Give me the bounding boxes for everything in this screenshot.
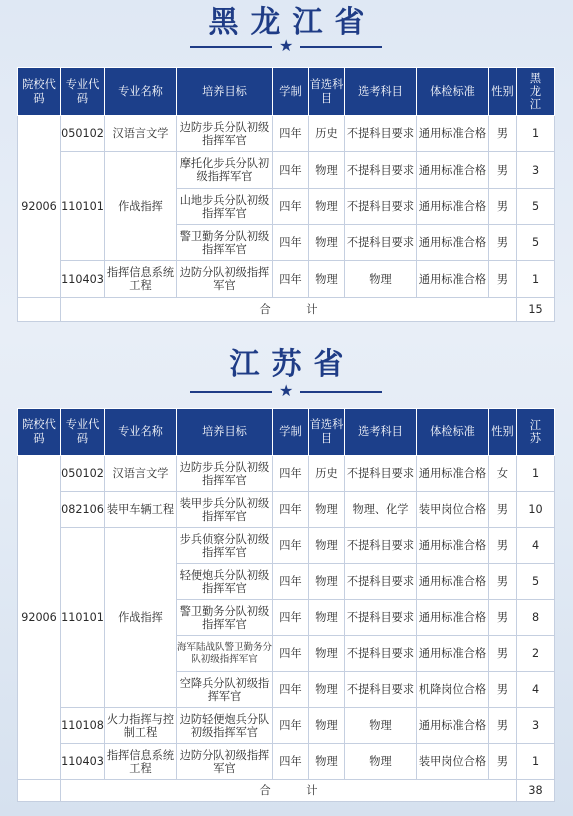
years-cell: 四年 — [273, 564, 309, 600]
major-code-cell: 050102 — [61, 456, 105, 492]
years-cell: 四年 — [273, 744, 309, 780]
first-subject-cell: 物理 — [309, 189, 345, 225]
header-province-count: 江苏 — [517, 409, 555, 456]
target-cell: 步兵侦察分队初级指挥军官 — [177, 528, 273, 564]
section-title: 江苏省 — [229, 347, 356, 382]
quota-table — [17, 67, 555, 322]
gender-cell: 男 — [489, 189, 517, 225]
target-cell: 装甲步兵分队初级指挥军官 — [177, 492, 273, 528]
elective-cell: 不提科目要求 — [345, 456, 417, 492]
elective-cell: 不提科目要求 — [345, 528, 417, 564]
section-heilongjiang — [0, 0, 573, 316]
years-cell: 四年 — [273, 189, 309, 225]
target-cell: 边防轻便炮兵分队初级指挥军官 — [177, 708, 273, 744]
years-cell: 四年 — [273, 116, 309, 152]
gender-cell: 男 — [489, 672, 517, 708]
title-decoration — [0, 36, 573, 55]
first-subject-cell: 物理 — [309, 261, 345, 298]
gender-cell: 男 — [489, 116, 517, 152]
physical-cell: 通用标准合格 — [417, 564, 489, 600]
major-name-cell: 指挥信息系统工程 — [105, 261, 177, 298]
count-cell: 10 — [517, 492, 555, 528]
physical-cell: 通用标准合格 — [417, 528, 489, 564]
header-target: 培养目标 — [177, 409, 273, 456]
table-header-row — [18, 68, 555, 116]
gender-cell: 女 — [489, 456, 517, 492]
first-subject-cell: 物理 — [309, 672, 345, 708]
years-cell: 四年 — [273, 492, 309, 528]
count-cell: 2 — [517, 636, 555, 672]
star-icon: ★ — [279, 381, 294, 400]
physical-cell: 通用标准合格 — [417, 456, 489, 492]
header-major-code: 专业代码 — [61, 409, 105, 456]
header-target: 培养目标 — [177, 68, 273, 116]
first-subject-cell: 物理 — [309, 636, 345, 672]
elective-cell: 物理、化学 — [345, 492, 417, 528]
first-subject-cell: 物理 — [309, 492, 345, 528]
total-count: 15 — [517, 298, 555, 322]
table-row — [18, 116, 555, 152]
elective-cell: 物理 — [345, 744, 417, 780]
total-row — [18, 780, 555, 802]
major-code-cell: 050102 — [61, 116, 105, 152]
physical-cell: 通用标准合格 — [417, 636, 489, 672]
quota-table — [17, 408, 555, 802]
count-cell: 4 — [517, 672, 555, 708]
target-cell: 山地步兵分队初级指挥军官 — [177, 189, 273, 225]
count-cell: 5 — [517, 225, 555, 261]
table-row — [18, 708, 555, 744]
target-cell: 空降兵分队初级指挥军官 — [177, 672, 273, 708]
target-cell: 边防分队初级指挥军官 — [177, 744, 273, 780]
total-count: 38 — [517, 780, 555, 802]
gender-cell: 男 — [489, 492, 517, 528]
elective-cell: 不提科目要求 — [345, 672, 417, 708]
table-row — [18, 456, 555, 492]
table-header-row — [18, 409, 555, 456]
header-years: 学制 — [273, 68, 309, 116]
count-cell: 1 — [517, 744, 555, 780]
first-subject-cell: 物理 — [309, 528, 345, 564]
total-row — [18, 298, 555, 322]
physical-cell: 通用标准合格 — [417, 189, 489, 225]
years-cell: 四年 — [273, 225, 309, 261]
elective-cell: 不提科目要求 — [345, 225, 417, 261]
major-name-cell: 作战指挥 — [105, 528, 177, 708]
major-name-cell: 火力指挥与控制工程 — [105, 708, 177, 744]
major-name-cell: 汉语言文学 — [105, 116, 177, 152]
target-cell: 轻便炮兵分队初级指挥军官 — [177, 564, 273, 600]
first-subject-cell: 物理 — [309, 708, 345, 744]
physical-cell: 通用标准合格 — [417, 152, 489, 189]
table-row — [18, 261, 555, 298]
years-cell: 四年 — [273, 261, 309, 298]
elective-cell: 不提科目要求 — [345, 600, 417, 636]
gender-cell: 男 — [489, 564, 517, 600]
header-school-code: 院校代码 — [18, 409, 61, 456]
first-subject-cell: 物理 — [309, 225, 345, 261]
major-code-cell: 110403 — [61, 261, 105, 298]
major-name-cell: 装甲车辆工程 — [105, 492, 177, 528]
physical-cell: 机降岗位合格 — [417, 672, 489, 708]
major-name-cell: 汉语言文学 — [105, 456, 177, 492]
elective-cell: 不提科目要求 — [345, 116, 417, 152]
count-cell: 5 — [517, 564, 555, 600]
header-school-code: 院校代码 — [18, 68, 61, 116]
elective-cell: 不提科目要求 — [345, 189, 417, 225]
total-label: 合 计 — [61, 298, 517, 322]
major-code-cell: 110101 — [61, 528, 105, 708]
gender-cell: 男 — [489, 636, 517, 672]
header-major-name: 专业名称 — [105, 409, 177, 456]
section-title: 黑龙江省 — [208, 5, 377, 40]
header-major-code: 专业代码 — [61, 68, 105, 116]
first-subject-cell: 物理 — [309, 744, 345, 780]
major-name-cell: 作战指挥 — [105, 152, 177, 261]
elective-cell: 物理 — [345, 261, 417, 298]
major-code-cell: 110403 — [61, 744, 105, 780]
target-cell: 边防分队初级指挥军官 — [177, 261, 273, 298]
gender-cell: 男 — [489, 708, 517, 744]
count-cell: 3 — [517, 152, 555, 189]
first-subject-cell: 物理 — [309, 600, 345, 636]
gender-cell: 男 — [489, 225, 517, 261]
count-cell: 3 — [517, 708, 555, 744]
header-elective: 选考科目 — [345, 409, 417, 456]
header-elective: 选考科目 — [345, 68, 417, 116]
star-icon: ★ — [279, 36, 294, 55]
header-province-count: 黑龙江 — [517, 68, 555, 116]
gender-cell: 男 — [489, 152, 517, 189]
elective-cell: 不提科目要求 — [345, 152, 417, 189]
section-jiangsu — [0, 340, 573, 797]
gender-cell: 男 — [489, 528, 517, 564]
physical-cell: 通用标准合格 — [417, 225, 489, 261]
header-first-subject: 首选科目 — [309, 68, 345, 116]
major-name-cell: 指挥信息系统工程 — [105, 744, 177, 780]
gender-cell: 男 — [489, 261, 517, 298]
target-cell: 警卫勤务分队初级指挥军官 — [177, 600, 273, 636]
table-row — [18, 744, 555, 780]
count-cell: 4 — [517, 528, 555, 564]
physical-cell: 通用标准合格 — [417, 261, 489, 298]
count-cell: 8 — [517, 600, 555, 636]
header-first-subject: 首选科目 — [309, 409, 345, 456]
elective-cell: 物理 — [345, 708, 417, 744]
years-cell: 四年 — [273, 600, 309, 636]
physical-cell: 通用标准合格 — [417, 708, 489, 744]
years-cell: 四年 — [273, 456, 309, 492]
header-physical: 体检标准 — [417, 409, 489, 456]
physical-cell: 装甲岗位合格 — [417, 744, 489, 780]
target-cell: 边防步兵分队初级指挥军官 — [177, 456, 273, 492]
count-cell: 1 — [517, 116, 555, 152]
total-label: 合 计 — [61, 780, 517, 802]
physical-cell: 通用标准合格 — [417, 116, 489, 152]
school-code-cell: 92006 — [18, 116, 61, 298]
title-decoration — [0, 381, 573, 400]
header-physical: 体检标准 — [417, 68, 489, 116]
major-code-cell: 110108 — [61, 708, 105, 744]
physical-cell: 装甲岗位合格 — [417, 492, 489, 528]
years-cell: 四年 — [273, 672, 309, 708]
target-cell: 边防步兵分队初级指挥军官 — [177, 116, 273, 152]
elective-cell: 不提科目要求 — [345, 564, 417, 600]
first-subject-cell: 物理 — [309, 152, 345, 189]
header-gender: 性别 — [489, 68, 517, 116]
years-cell: 四年 — [273, 636, 309, 672]
years-cell: 四年 — [273, 152, 309, 189]
table-row — [18, 528, 555, 564]
school-code-cell: 92006 — [18, 456, 61, 780]
first-subject-cell: 物理 — [309, 564, 345, 600]
first-subject-cell: 历史 — [309, 456, 345, 492]
gender-cell: 男 — [489, 600, 517, 636]
years-cell: 四年 — [273, 528, 309, 564]
elective-cell: 不提科目要求 — [345, 636, 417, 672]
header-gender: 性别 — [489, 409, 517, 456]
years-cell: 四年 — [273, 708, 309, 744]
table-row — [18, 492, 555, 528]
count-cell: 5 — [517, 189, 555, 225]
table-row — [18, 152, 555, 189]
first-subject-cell: 历史 — [309, 116, 345, 152]
physical-cell: 通用标准合格 — [417, 600, 489, 636]
header-major-name: 专业名称 — [105, 68, 177, 116]
target-cell: 海军陆战队警卫勤务分队初级指挥军官 — [177, 636, 273, 672]
header-years: 学制 — [273, 409, 309, 456]
gender-cell: 男 — [489, 744, 517, 780]
target-cell: 警卫勤务分队初级指挥军官 — [177, 225, 273, 261]
major-code-cell: 110101 — [61, 152, 105, 261]
target-cell: 摩托化步兵分队初级指挥军官 — [177, 152, 273, 189]
major-code-cell: 082106 — [61, 492, 105, 528]
count-cell: 1 — [517, 456, 555, 492]
count-cell: 1 — [517, 261, 555, 298]
